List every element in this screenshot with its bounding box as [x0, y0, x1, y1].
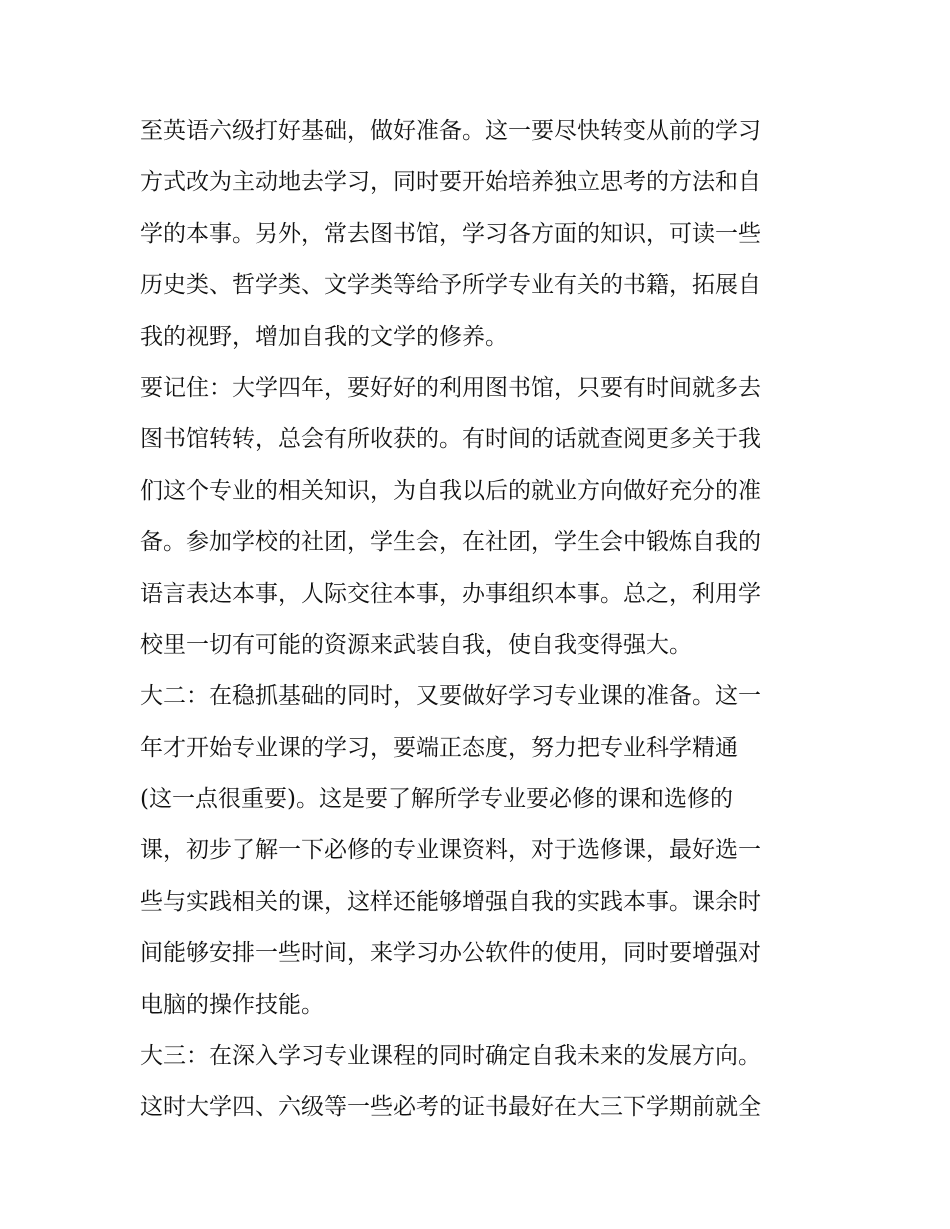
text-line: 学的本事。另外，常去图书馆，学习各方面的知识，可读一些 — [140, 220, 761, 247]
text-line: 些与实践相关的课，这样还能够增强自我的实践本事。课余时 — [140, 888, 761, 915]
text-line: 年才开始专业课的学习，要端正态度，努力把专业科学精通 — [140, 734, 738, 761]
text-line: 历史类、哲学类、文学类等给予所学专业有关的书籍，拓展自 — [140, 272, 761, 299]
text-line: 这时大学四、六级等一些必考的证书最好在大三下学期前就全 — [140, 1094, 761, 1121]
text-line: 备。参加学校的社团，学生会，在社团，学生会中锻炼自我的 — [140, 529, 761, 556]
text-line: 大二：在稳抓基础的同时，又要做好学习专业课的准备。这一 — [140, 683, 761, 710]
text-line: 间能够安排一些时间，来学习办公软件的使用，同时要增强对 — [140, 940, 761, 967]
text-line: 我的视野，增加自我的文学的修养。 — [140, 323, 508, 350]
text-line: 大三：在深入学习专业课程的同时确定自我未来的发展方向。 — [140, 1043, 761, 1070]
document-body — [140, 106, 820, 1134]
text-line: 图书馆转转，总会有所收获的。有时间的话就查阅更多关于我 — [140, 426, 761, 453]
text-line: 方式改为主动地去学习，同时要开始培养独立思考的方法和自 — [140, 169, 761, 196]
text-line: 电脑的操作技能。 — [140, 991, 324, 1018]
text-line: 语言表达本事，人际交往本事，办事组织本事。总之，利用学 — [140, 580, 761, 607]
text-line: (这一点很重要)。这是要了解所学专业要必修的课和选修的 — [140, 786, 733, 813]
text-line: 至英语六级打好基础，做好准备。这一要尽快转变从前的学习 — [140, 118, 761, 144]
text-line: 课，初步了解一下必修的专业课资料，对于选修课，最好选一 — [140, 837, 761, 864]
text-line: 们这个专业的相关知识，为自我以后的就业方向做好充分的准 — [140, 477, 761, 504]
text-line: 校里一切有可能的资源来武装自我，使自我变得强大。 — [140, 631, 692, 658]
text-line: 要记住：大学四年，要好好的利用图书馆，只要有时间就多去 — [140, 374, 761, 401]
